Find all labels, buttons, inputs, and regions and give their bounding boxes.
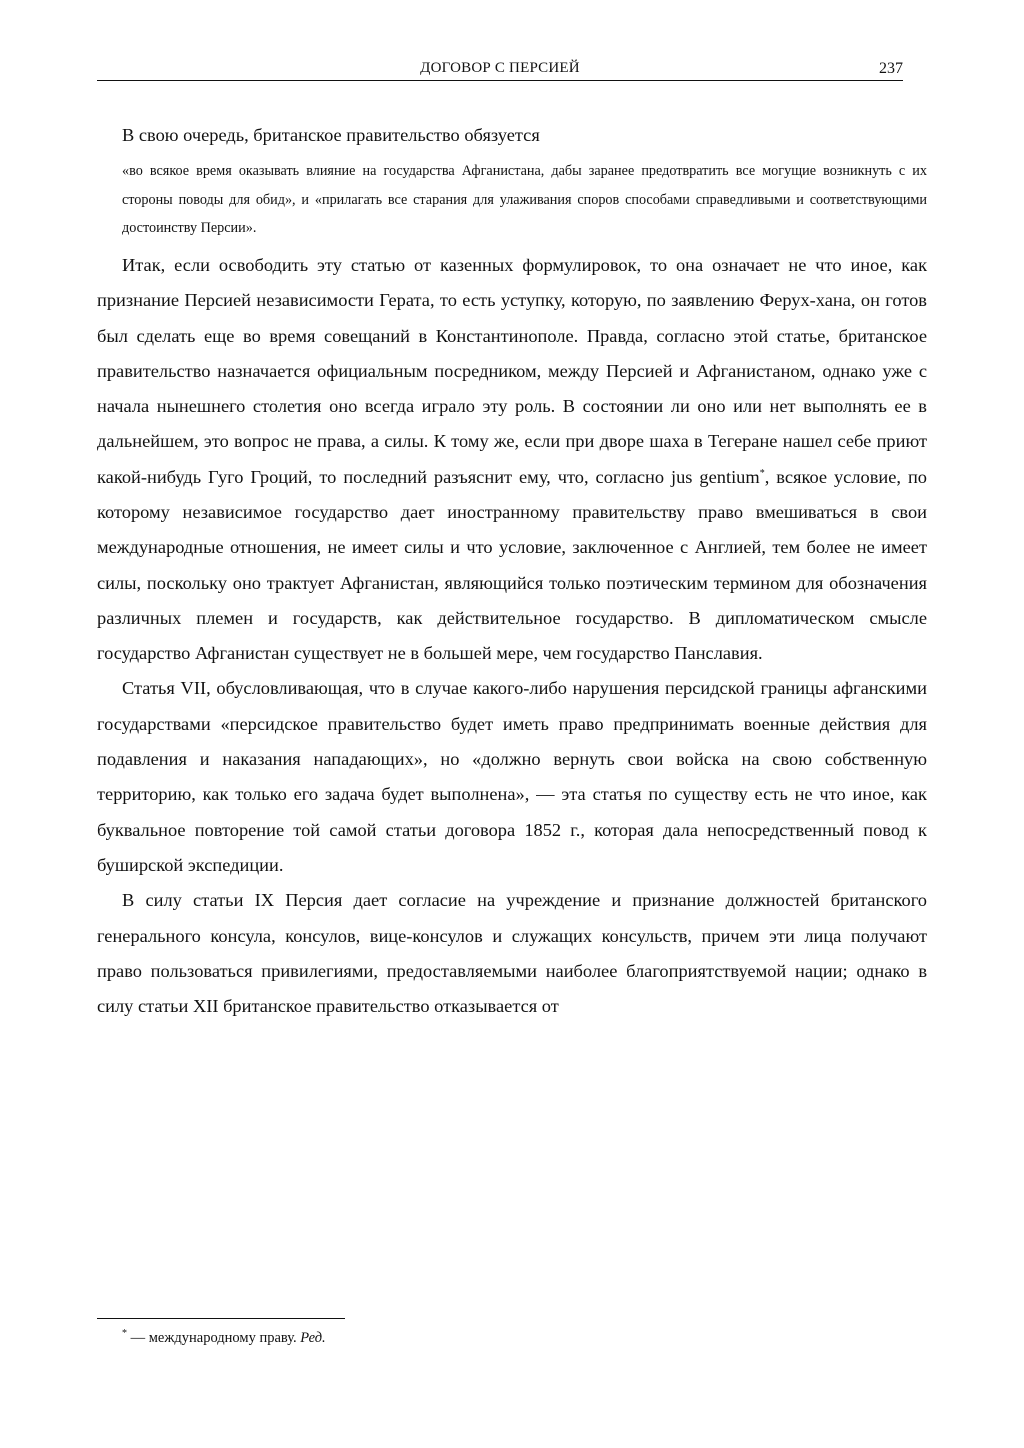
footnote — [122, 1328, 326, 1348]
page-number: 237 — [879, 60, 903, 77]
footnote-divider — [97, 1318, 345, 1319]
running-header — [97, 60, 903, 81]
paragraph-article-vii: Статья VII, обусловливающая, что в случае какого-либо нарушения персидской границы афганскими государствами «персидское правительство будет иметь право предпринимать военные действия для подавления и наказания нападающих», но «должно вернуть свои войска на свою собственную территорию, как только его задача будет выполнена», — эта статья по существу есть не что иное, как буквальное повторение той самой статьи договора 1852 г., которая дала непосредственный повод к буширской экспедиции. — [97, 678, 927, 875]
paragraph-article-ix: В силу статьи IX Персия дает согласие на учреждение и признание должностей британского генерального консула, консулов, вице-консулов и служащих консульств, причем эти лица получают право пользоваться привилегиями, предоставляемыми наиболее благоприятствуемой нации; однако в силу статьи XII британское правительство отказывается от — [97, 890, 927, 1017]
paragraph-herat — [97, 248, 927, 672]
footnote-mark: * — [122, 1328, 127, 1340]
footnote-editor: Ред. — [300, 1330, 326, 1346]
paragraph-herat-text-a: Итак, если освободить эту статью от казенных формулировок, то она означает не что иное, как признание Персией независимости Герата, то есть уступку, которую, по заявлению Ферух-хана, он готов был сделать еще во время совещаний в Константинополе. Правда, согласно этой статье, британское правительство назначается официальным посредником, между Персией и Афганистаном, однако уже с начала нынешнего столетия оно всегда играло эту роль. В состоянии ли оно или нет выполнять ее в дальнейшем, это вопрос не права, а силы. К тому же, если при дворе шаха в Тегеране нашел себе приют какой-нибудь Гуго Гроций, то последний разъяснит ему, что, согласно jus gentium — [97, 254, 927, 487]
block-quote: «во всякое время оказывать влияние на государства Афганистана, дабы заранее предотвратить все могущие возникнуть с их стороны поводы для обид», и «прилагать все старания для улаживания споров способами справедливыми и соответствующими достоинству Персии». — [122, 163, 927, 236]
paragraph-herat-text-b: , всякое условие, по которому независимое государство дает иностранному правительству право вмешиваться в свои международные отношения, не имеет силы и что условие, заключенное с Англией, тем более не имеет силы, поскольку оно трактует Афганистан, являющийся только поэтическим термином для обозначения различных племен и государств, как действительное государство. В дипломатическом смысле государство Афганистан существует не в большей мере, чем государство Панславия. — [97, 466, 927, 664]
footnote-text: — международному праву. — [127, 1330, 301, 1346]
running-title: ДОГОВОР С ПЕРСИЕЙ — [420, 60, 580, 76]
paragraph-intro: В свою очередь, британское правительство обязуется — [122, 125, 540, 145]
footnote-reference-mark[interactable]: * — [759, 467, 765, 479]
body-text — [97, 118, 927, 1024]
